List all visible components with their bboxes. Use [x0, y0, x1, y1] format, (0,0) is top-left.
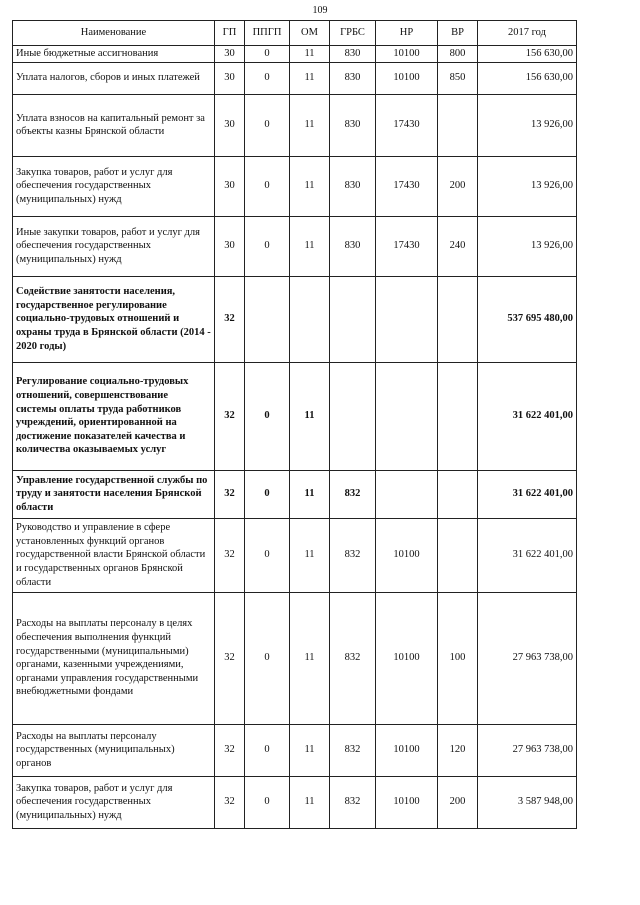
- cell-nr: 10100: [376, 592, 438, 724]
- cell-grbs: 832: [330, 470, 376, 518]
- cell-name: Закупка товаров, работ и услуг для обеспечения государственных (муниципальных) нужд: [13, 776, 215, 828]
- table-row: [13, 776, 577, 828]
- cell-om: 11: [290, 776, 330, 828]
- cell-amount: 31 622 401,00: [478, 362, 577, 470]
- cell-amount: 13 926,00: [478, 216, 577, 276]
- cell-om: 11: [290, 470, 330, 518]
- cell-vr: [438, 470, 478, 518]
- cell-vr: 200: [438, 156, 478, 216]
- cell-vr: 850: [438, 62, 478, 94]
- cell-grbs: 832: [330, 518, 376, 592]
- cell-ppgp: 0: [245, 724, 290, 776]
- cell-nr: 17430: [376, 156, 438, 216]
- table-row: [13, 592, 577, 724]
- cell-amount: 156 630,00: [478, 62, 577, 94]
- header-grbs: ГРБС: [330, 21, 376, 46]
- cell-grbs: 832: [330, 592, 376, 724]
- cell-nr: 17430: [376, 94, 438, 156]
- cell-gp: 32: [215, 518, 245, 592]
- cell-name: Содействие занятости населения, государственное регулирование социально-трудовых отношений и охраны труда в Брянской области (2014 - 2020 годы): [13, 276, 215, 362]
- cell-vr: [438, 276, 478, 362]
- cell-gp: 30: [215, 46, 245, 63]
- cell-gp: 32: [215, 470, 245, 518]
- cell-om: [290, 276, 330, 362]
- header-nr: НР: [376, 21, 438, 46]
- cell-amount: 31 622 401,00: [478, 518, 577, 592]
- cell-grbs: 830: [330, 156, 376, 216]
- cell-gp: 32: [215, 592, 245, 724]
- cell-vr: [438, 518, 478, 592]
- cell-gp: 32: [215, 362, 245, 470]
- cell-name: Управление государственной службы по труду и занятости населения Брянской области: [13, 470, 215, 518]
- cell-amount: 3 587 948,00: [478, 776, 577, 828]
- cell-vr: [438, 94, 478, 156]
- cell-ppgp: 0: [245, 518, 290, 592]
- table-body: [13, 46, 577, 829]
- cell-vr: [438, 362, 478, 470]
- cell-nr: 10100: [376, 724, 438, 776]
- cell-gp: 30: [215, 156, 245, 216]
- cell-nr: [376, 362, 438, 470]
- header-gp: ГП: [215, 21, 245, 46]
- cell-gp: 32: [215, 724, 245, 776]
- cell-ppgp: 0: [245, 592, 290, 724]
- cell-amount: 13 926,00: [478, 156, 577, 216]
- table-row: [13, 276, 577, 362]
- cell-grbs: 830: [330, 94, 376, 156]
- table-row: [13, 216, 577, 276]
- cell-gp: 30: [215, 216, 245, 276]
- cell-name: Руководство и управление в сфере установленных функций органов государственной власти Брянской области и государственных органов Брянской области: [13, 518, 215, 592]
- cell-amount: 156 630,00: [478, 46, 577, 63]
- cell-om: 11: [290, 362, 330, 470]
- table-row: [13, 362, 577, 470]
- cell-grbs: [330, 276, 376, 362]
- cell-om: 11: [290, 94, 330, 156]
- cell-amount: 27 963 738,00: [478, 724, 577, 776]
- cell-grbs: 830: [330, 216, 376, 276]
- budget-table: [12, 20, 577, 829]
- header-year: 2017 год: [478, 21, 577, 46]
- cell-ppgp: 0: [245, 776, 290, 828]
- cell-gp: 32: [215, 276, 245, 362]
- cell-nr: 17430: [376, 216, 438, 276]
- table-row: [13, 62, 577, 94]
- cell-vr: 800: [438, 46, 478, 63]
- cell-ppgp: 0: [245, 156, 290, 216]
- cell-ppgp: [245, 276, 290, 362]
- cell-vr: 200: [438, 776, 478, 828]
- table-row: [13, 46, 577, 63]
- cell-amount: 537 695 480,00: [478, 276, 577, 362]
- cell-om: 11: [290, 46, 330, 63]
- cell-name: Закупка товаров, работ и услуг для обеспечения государственных (муниципальных) нужд: [13, 156, 215, 216]
- cell-name: Расходы на выплаты персоналу государственных (муниципальных) органов: [13, 724, 215, 776]
- cell-gp: 32: [215, 776, 245, 828]
- cell-nr: 10100: [376, 62, 438, 94]
- header-name: Наименование: [13, 21, 215, 46]
- table-row: [13, 724, 577, 776]
- cell-ppgp: 0: [245, 362, 290, 470]
- cell-om: 11: [290, 518, 330, 592]
- cell-nr: [376, 470, 438, 518]
- cell-om: 11: [290, 62, 330, 94]
- table-header-row: [13, 21, 577, 46]
- cell-ppgp: 0: [245, 470, 290, 518]
- cell-vr: 240: [438, 216, 478, 276]
- cell-om: 11: [290, 592, 330, 724]
- cell-amount: 31 622 401,00: [478, 470, 577, 518]
- table-row: [13, 94, 577, 156]
- cell-ppgp: 0: [245, 46, 290, 63]
- cell-name: Расходы на выплаты персоналу в целях обеспечения выполнения функций государственными (муниципальными) органами, казенными учреждениями, органами управления государственными внебюджетными фондами: [13, 592, 215, 724]
- cell-name: Иные бюджетные ассигнования: [13, 46, 215, 63]
- cell-name: Иные закупки товаров, работ и услуг для обеспечения государственных (муниципальных) нужд: [13, 216, 215, 276]
- table-row: [13, 156, 577, 216]
- cell-grbs: [330, 362, 376, 470]
- cell-gp: 30: [215, 94, 245, 156]
- header-vr: ВР: [438, 21, 478, 46]
- header-om: ОМ: [290, 21, 330, 46]
- cell-vr: 100: [438, 592, 478, 724]
- cell-om: 11: [290, 724, 330, 776]
- cell-amount: 13 926,00: [478, 94, 577, 156]
- cell-nr: 10100: [376, 776, 438, 828]
- cell-amount: 27 963 738,00: [478, 592, 577, 724]
- table-row: [13, 470, 577, 518]
- cell-grbs: 830: [330, 46, 376, 63]
- cell-nr: 10100: [376, 46, 438, 63]
- cell-om: 11: [290, 156, 330, 216]
- page-number: 109: [312, 5, 328, 16]
- header-ppgp: ППГП: [245, 21, 290, 46]
- cell-name: Уплата взносов на капитальный ремонт за объекты казны Брянской области: [13, 94, 215, 156]
- cell-om: 11: [290, 216, 330, 276]
- cell-grbs: 832: [330, 776, 376, 828]
- cell-ppgp: 0: [245, 216, 290, 276]
- cell-nr: [376, 276, 438, 362]
- cell-vr: 120: [438, 724, 478, 776]
- cell-ppgp: 0: [245, 62, 290, 94]
- cell-name: Уплата налогов, сборов и иных платежей: [13, 62, 215, 94]
- cell-name: Регулирование социально-трудовых отношений, совершенствование системы оплаты труда работников учреждений, ориентированной на достижение показателей качества и количества оказываемых услуг: [13, 362, 215, 470]
- cell-nr: 10100: [376, 518, 438, 592]
- cell-grbs: 832: [330, 724, 376, 776]
- table-row: [13, 518, 577, 592]
- cell-gp: 30: [215, 62, 245, 94]
- cell-grbs: 830: [330, 62, 376, 94]
- cell-ppgp: 0: [245, 94, 290, 156]
